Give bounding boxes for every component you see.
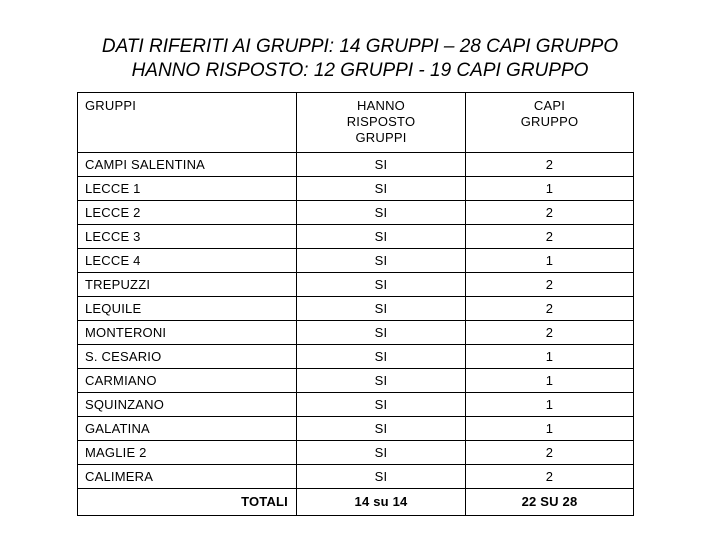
answered-cell: SI [297, 465, 466, 489]
header-answered-line-1: HANNO [357, 98, 405, 113]
group-name-cell: TREPUZZI [78, 273, 297, 297]
answered-cell: SI [297, 249, 466, 273]
leaders-cell: 1 [466, 177, 634, 201]
leaders-cell: 1 [466, 345, 634, 369]
table-row [78, 465, 634, 489]
table-row [78, 153, 634, 177]
leaders-cell: 2 [466, 153, 634, 177]
totals-label: TOTALI [78, 489, 297, 516]
header-row [78, 93, 634, 153]
title-line-1: DATI RIFERITI AI GRUPPI: 14 GRUPPI – 28 CAPI GRUPPO [101, 36, 619, 57]
leaders-cell: 2 [466, 273, 634, 297]
totals-answered: 14 su 14 [297, 489, 466, 516]
groups-table [77, 92, 634, 516]
group-name-cell: LECCE 2 [78, 201, 297, 225]
header-answered-line-2: RISPOSTO [346, 114, 416, 129]
answered-cell: SI [297, 393, 466, 417]
leaders-cell: 1 [466, 369, 634, 393]
leaders-cell: 2 [466, 225, 634, 249]
table-row [78, 369, 634, 393]
header-leaders-line-1: CAPI [533, 98, 566, 113]
table-row [78, 321, 634, 345]
totals-leaders: 22 SU 28 [466, 489, 634, 516]
table-row [78, 201, 634, 225]
table-row [78, 393, 634, 417]
group-name-cell: LECCE 4 [78, 249, 297, 273]
answered-cell: SI [297, 297, 466, 321]
answered-cell: SI [297, 345, 466, 369]
leaders-cell: 1 [466, 393, 634, 417]
group-name-cell: CALIMERA [78, 465, 297, 489]
table-row [78, 273, 634, 297]
header-capi-gruppo [466, 93, 634, 153]
title-line-2: HANNO RISPOSTO: 12 GRUPPI - 19 CAPI GRUPPO [131, 60, 589, 81]
table-row [78, 441, 634, 465]
answered-cell: SI [297, 369, 466, 393]
answered-cell: SI [297, 153, 466, 177]
group-name-cell: CARMIANO [78, 369, 297, 393]
group-name-cell: LECCE 1 [78, 177, 297, 201]
table-row [78, 345, 634, 369]
leaders-cell: 2 [466, 321, 634, 345]
table-row [78, 417, 634, 441]
group-name-cell: LEQUILE [78, 297, 297, 321]
answered-cell: SI [297, 177, 466, 201]
group-name-cell: GALATINA [78, 417, 297, 441]
answered-cell: SI [297, 201, 466, 225]
header-leaders-line-2: GRUPPO [520, 114, 579, 129]
group-name-cell: S. CESARIO [78, 345, 297, 369]
table-row [78, 249, 634, 273]
group-name-cell: LECCE 3 [78, 225, 297, 249]
group-name-cell: CAMPI SALENTINA [78, 153, 297, 177]
answered-cell: SI [297, 273, 466, 297]
leaders-cell: 1 [466, 249, 634, 273]
table-row [78, 297, 634, 321]
table-row [78, 177, 634, 201]
leaders-cell: 2 [466, 297, 634, 321]
header-hanno-risposto [297, 93, 466, 153]
group-name-cell: SQUINZANO [78, 393, 297, 417]
answered-cell: SI [297, 441, 466, 465]
totals-row [78, 489, 634, 516]
leaders-cell: 1 [466, 417, 634, 441]
answered-cell: SI [297, 417, 466, 441]
header-gruppi-label: GRUPPI [85, 98, 137, 113]
leaders-cell: 2 [466, 465, 634, 489]
header-answered-line-3: GRUPPI [355, 130, 407, 145]
header-gruppi [78, 93, 297, 153]
answered-cell: SI [297, 321, 466, 345]
group-name-cell: MAGLIE 2 [78, 441, 297, 465]
leaders-cell: 2 [466, 441, 634, 465]
leaders-cell: 2 [466, 201, 634, 225]
group-name-cell: MONTERONI [78, 321, 297, 345]
table-row [78, 225, 634, 249]
answered-cell: SI [297, 225, 466, 249]
